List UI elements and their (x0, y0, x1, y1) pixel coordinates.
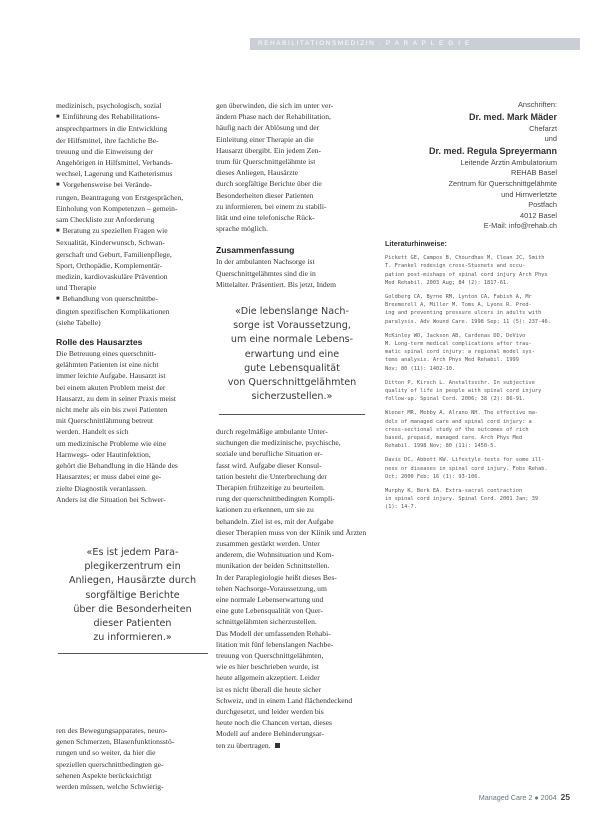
text-line: follow-up. Spinal Cord. 2006; 38 (2): 86-91. (385, 396, 526, 403)
text-line: Sport, Orthopädie, Komplementär- (56, 260, 163, 270)
running-head: REHABILITATIONSMEDIZIN · P A R A P L E G I E (250, 38, 580, 50)
section-heading: Rolle des Hausarztes (56, 337, 143, 348)
column-1 (56, 100, 206, 505)
text-line: tation besteht die Unterbrechung der (216, 471, 327, 481)
pull-quote-rule (219, 414, 365, 415)
text-line: heute allgemein akzeptiert. Leider (216, 673, 320, 683)
pull-quote (50, 546, 215, 654)
literature-entry (385, 332, 557, 373)
text-line: rung der querschnittbedingten Kompli- (216, 494, 335, 504)
text-line: Harnwegs- oder Hautinfektion, (56, 449, 151, 459)
address-label: Anschriften: (517, 100, 557, 109)
pull-quote-line: sorgfältige Berichte (85, 589, 180, 601)
column-2-continued (216, 426, 366, 751)
text-line: wie es hier beschrieben wurde, ist (216, 662, 319, 672)
text-line: McKinley WO, Jackson AB, Cardenas DD, DeVivo (385, 332, 526, 339)
bullet-item (56, 293, 206, 328)
author-line: und Hirnverletzte (501, 189, 557, 199)
text-line: zielte Diagnostik veranlassen. (56, 483, 147, 493)
text-line: treuung und die Einweisung der (56, 146, 154, 156)
text-line: ness or diseases in spinal cord injury. Fobs Rehab. (385, 465, 548, 472)
text-line: behandeln. Ziel ist es, mit der Aufgabe (216, 516, 334, 526)
author-name: Dr. med. Regula Spreyermann (428, 145, 557, 156)
text-line: pation post-mishaps of spinal cord injury Arch Phys (385, 271, 548, 278)
text-line: Anders ist die Situation bei Schwer- (56, 494, 166, 504)
text-line: suchungen die medizinische, psychische, (216, 438, 341, 448)
text-line: cross-sectional study of the outcomes of rich (385, 426, 529, 433)
author-line: Zentrum für Querschnittgelähmte (448, 178, 557, 188)
text-line: dingten spezifischen Komplikationen (56, 306, 170, 316)
text-line: quality of life in people with spinal cord injury (385, 388, 542, 395)
text-line: gelähmten Patienten ist eine nicht (56, 360, 159, 370)
text-line: lität und eine telefonische Rück- (216, 213, 315, 223)
text-line: eine gute Lebensqualität von Quer- (216, 606, 323, 616)
literature-heading: Literaturhinweise: (385, 239, 447, 248)
text-line: ing and preventing pressure ulcers in adults with (385, 310, 542, 317)
text-line: medizin, kardiovaskuläre Prävention (56, 272, 168, 282)
text-line: Oct; 2000 Feb; 16 (1): 93-106. (385, 473, 481, 480)
bullet-item (56, 225, 206, 293)
pull-quote-line: von Querschnittgelähmten (227, 377, 357, 389)
text-line: Davis DC, Abbott KW. Lifestyle tests for some ill- (385, 457, 545, 464)
text-line: ansprechpartners in die Entwicklung (56, 124, 168, 134)
text-line: Breemerell A, Miller M. Toms A, Lyons R. Pred- (385, 302, 532, 309)
pull-quote-rule (58, 653, 208, 654)
text-line: sehenen Aspekte berücksichtigt (56, 770, 152, 780)
text-line: medizinisch, psychologisch, sozial (56, 101, 162, 110)
pull-quote-line: zu informieren.» (93, 632, 172, 644)
pull-quote-line: plegikerzentrum ein (84, 561, 181, 573)
text-line: anderem, die Wohnsituation und Kom- (216, 550, 334, 560)
text-line: häufig nach der Ablösung und der (216, 123, 320, 133)
text-line: bei einem akuten Problem meist der (56, 382, 166, 392)
text-line: fasst wird. Aufgabe dieser Konsul- (216, 460, 322, 470)
column-1-continued (56, 725, 206, 792)
column-2 (216, 100, 366, 290)
text-line: rungen und so weiter, da hier die (56, 748, 156, 758)
text-line: litation mit fünf lebenslangen Nachbe- (216, 639, 334, 649)
pull-quote-line: um eine normale Lebens- (230, 334, 354, 346)
text-fragment: ten zu übertragen. (216, 740, 271, 750)
literature-list (385, 240, 557, 518)
literature-entry (385, 409, 557, 450)
text-line: Wiener MR, Mebby A, Alrano NH. The effective ma- (385, 410, 539, 417)
bullet-item (56, 179, 206, 225)
text-line: der Hilfsmittel, ihre fachliche Be- (56, 135, 159, 145)
pull-quote-line: erwartung und eine (244, 348, 340, 360)
text-line: sam Checkliste zur Anforderung (56, 215, 155, 225)
author-line: REHAB Basel (510, 168, 557, 178)
text-line: T. Frankel redesign cross-Stuxnets and occu- (385, 263, 526, 270)
text-line: immer leichte Aufgabe. Hausarzt ist (56, 371, 166, 381)
text-line: werden müssen, welche Schwierig- (56, 782, 164, 792)
text-line: ■ Vorgehensweise bei Verände- (56, 179, 206, 191)
text-line: ■ Behandlung von querschnittbe- (56, 293, 206, 305)
text-line: Ditton P, Kirsch L. Anstaltsschr. In subjective (385, 379, 535, 386)
pull-quote-line: «Die lebenslange Nach- (235, 306, 349, 317)
author-addresses (385, 100, 557, 232)
text-line: trum für Querschnittgelähmte ist (216, 157, 316, 167)
text-line: dieses Anliegen, Hausärzte (216, 168, 299, 178)
bullet-item (56, 111, 206, 179)
text-line: tems analysis. Arch Phys Med Rehabil. 1999 (385, 357, 519, 364)
literature-entry (385, 456, 557, 481)
text-line: Nov; 80 (11): 1402-10. (385, 365, 456, 372)
text-line: Therapien frühzeitige zu beurteilen. (216, 483, 325, 493)
text-line: paralysis. Adv Wound Care. 1998 Sep; 11 (5): 237-46. (385, 318, 551, 325)
text-line: heute noch die Chancen vertan, dieses (216, 718, 332, 728)
author-line: 4012 Basel (520, 210, 557, 220)
author-email: E-Mail: info@rehab.ch (483, 221, 557, 231)
text-line: nicht mehr als ein bis zwei Patienten (56, 405, 168, 415)
text-line: Das Modell der umfassenden Rehabi- (216, 628, 331, 638)
page-footer (430, 792, 570, 802)
text-line: Angehörigen in Hilfsmittel, Verbands- (56, 158, 173, 168)
author-line: Chefarzt (529, 123, 557, 133)
text-line: durch regelmäßige ambulante Unter- (216, 427, 328, 436)
page-number: 25 (560, 792, 570, 802)
text-line: Einleitung einer Therapie an die (216, 134, 314, 144)
text-line: um medizinische Probleme wie eine (56, 438, 167, 448)
text-line: durch sorgfältige Berichte über die (216, 179, 322, 189)
text-line: Schweiz, und in einem Land flächendeckend (216, 695, 353, 705)
literature-entry (385, 487, 557, 512)
text-line: Murphy K, Berk EA. Extra-sacral contraction (385, 488, 523, 495)
text-line: tehen Nachsorge-Voraussetzung, um (216, 583, 327, 593)
text-line: M. Long-term medical complications after trau- (385, 341, 532, 348)
author-line: und (544, 134, 557, 144)
text-line: ■ Einführung des Rehabilitations- (56, 111, 206, 123)
text-line: ■ Beratung zu speziellen Fragen wie (56, 225, 206, 237)
pull-quote-line: gute Lebensqualität (244, 362, 340, 374)
text-line: kationen zu erkennen, um sie zu (216, 505, 314, 515)
author-name: Dr. med. Mark Mäder (468, 111, 557, 122)
text-line: gerschaft und Geburt, Familienpflege, (56, 249, 172, 259)
text-line: dels of managed care and spinal cord injury: a (385, 418, 532, 425)
text-line: (1): 14-7. (385, 504, 417, 511)
text-line: soziale und berufliche Situation er- (216, 449, 323, 459)
text-line: werden. Handelt es sich (56, 427, 129, 437)
text-line: gen überwinden, die sich im unter ver- (216, 101, 334, 110)
text-line: based, prepaid, managed care. Arch Phys Med (385, 435, 523, 442)
text-line: Mittelalter. Präsentiert. Bis jetzt, Indem (216, 279, 336, 289)
author-line: Postfach (528, 200, 557, 210)
text-line: schnittgelähmten sicherzustellen. (216, 617, 317, 627)
text-line: rungen, Beantragung von Erstgesprächen, (56, 192, 184, 202)
text-line: genen Schmerzen, Blasenfunktionsstö- (56, 737, 175, 747)
pull-quote-line: über die Besonderheiten (73, 603, 192, 615)
text-line: (siehe Tabelle) (56, 317, 101, 327)
text-line: matic spinal cord injury: a regional model sys- (385, 349, 535, 356)
end-of-article-mark (275, 743, 280, 748)
text-line: mit Querschnittlähmung betreut (56, 416, 154, 426)
pull-quote-line: «Es ist jedem Para- (86, 547, 179, 558)
text-line: In der ambulanten Nachsorge ist (216, 257, 315, 267)
text-line: ändern Phase nach der Rehabilitation, (216, 112, 331, 122)
text-line: eine normale Lebenserwartung und (216, 595, 324, 605)
text-line: ren des Bewegungsapparates, neuro- (56, 726, 168, 735)
text-line: und Therapie (56, 283, 97, 293)
text-line: Modell auf andere Behinderungsar- (216, 729, 325, 739)
text-line: Die Betreuung eines querschnitt- (56, 349, 157, 359)
author-line: Leitende Ärztin Ambulatorium (460, 157, 557, 167)
pull-quote-line: sicherzustellen.» (251, 391, 333, 403)
text-line: treuung von Querschnittgelähmten, (216, 651, 324, 661)
text-line: Einholung von Kompetenzen – gemein- (56, 203, 178, 213)
text-line-last (216, 740, 366, 751)
pull-quote-line: Anliegen, Hausärzte durch (68, 575, 197, 587)
text-line: Querschnittgelähmtes sind die in (216, 268, 316, 278)
journal-name: Managed Care 2 ● 2004 (478, 793, 557, 802)
pull-quote-line: sorge ist Voraussetzung, (233, 320, 351, 332)
section-heading: Zusammenfassung (216, 245, 295, 256)
text-line: sprache möglich. (216, 224, 268, 234)
text-line: munikation der beiden Schnittstellen. (216, 561, 330, 571)
text-line: zu informieren, bei einem zu stabili- (216, 201, 327, 211)
pull-quote (217, 305, 367, 415)
text-line: Hausarzt übergibt. Ein jedem Zen- (216, 145, 322, 155)
text-line: durchgesetzt, und leider werden bis (216, 707, 324, 717)
text-line: Sexualität, Kinderwunsch, Schwan- (56, 238, 165, 248)
text-line: In der Paraplegiologie heißt dieses Bes- (216, 572, 337, 582)
text-line: ist es nicht überall die heute sicher (216, 684, 322, 694)
text-line: wechsel, Lagerung und Katheterismus (56, 169, 173, 179)
literature-entry (385, 254, 557, 287)
text-line: gehört die Behandlung in die Hände des (56, 461, 178, 471)
literature-entry (385, 293, 557, 326)
text-line: dieser Therapien muss von der Klinik und Ärzten (216, 527, 366, 537)
text-line: Goldberg CA, Byrne RM, Lynton CA, Fabish A, Mr (385, 294, 532, 301)
text-line: in spinal cord injury. Spinal Cord. 2001 Jan; 39 (385, 496, 539, 503)
text-line: speziellen querschnittbedingten ge- (56, 759, 164, 769)
text-line: Hausarztes; er muss dabei eine ge- (56, 472, 162, 482)
text-line: zusammen gestärkt werden. Unter (216, 539, 320, 549)
pull-quote-line: dieser Patienten (93, 618, 172, 630)
text-line: Pickett GE, Campos B, Chourdhas M, Clean JC, Smith (385, 255, 545, 262)
literature-entry (385, 379, 557, 404)
text-line: Besonderheiten dieser Patienten (216, 190, 314, 200)
text-line: Rehabil. 1998 Nov; 80 (11): 1450-5. (385, 443, 497, 450)
text-line: Hausarzt, zu dem in seiner Praxis meist (56, 393, 176, 403)
text-line: Med Rehabil. 2003 Aug; 84 (2): 1817-61. (385, 279, 510, 286)
